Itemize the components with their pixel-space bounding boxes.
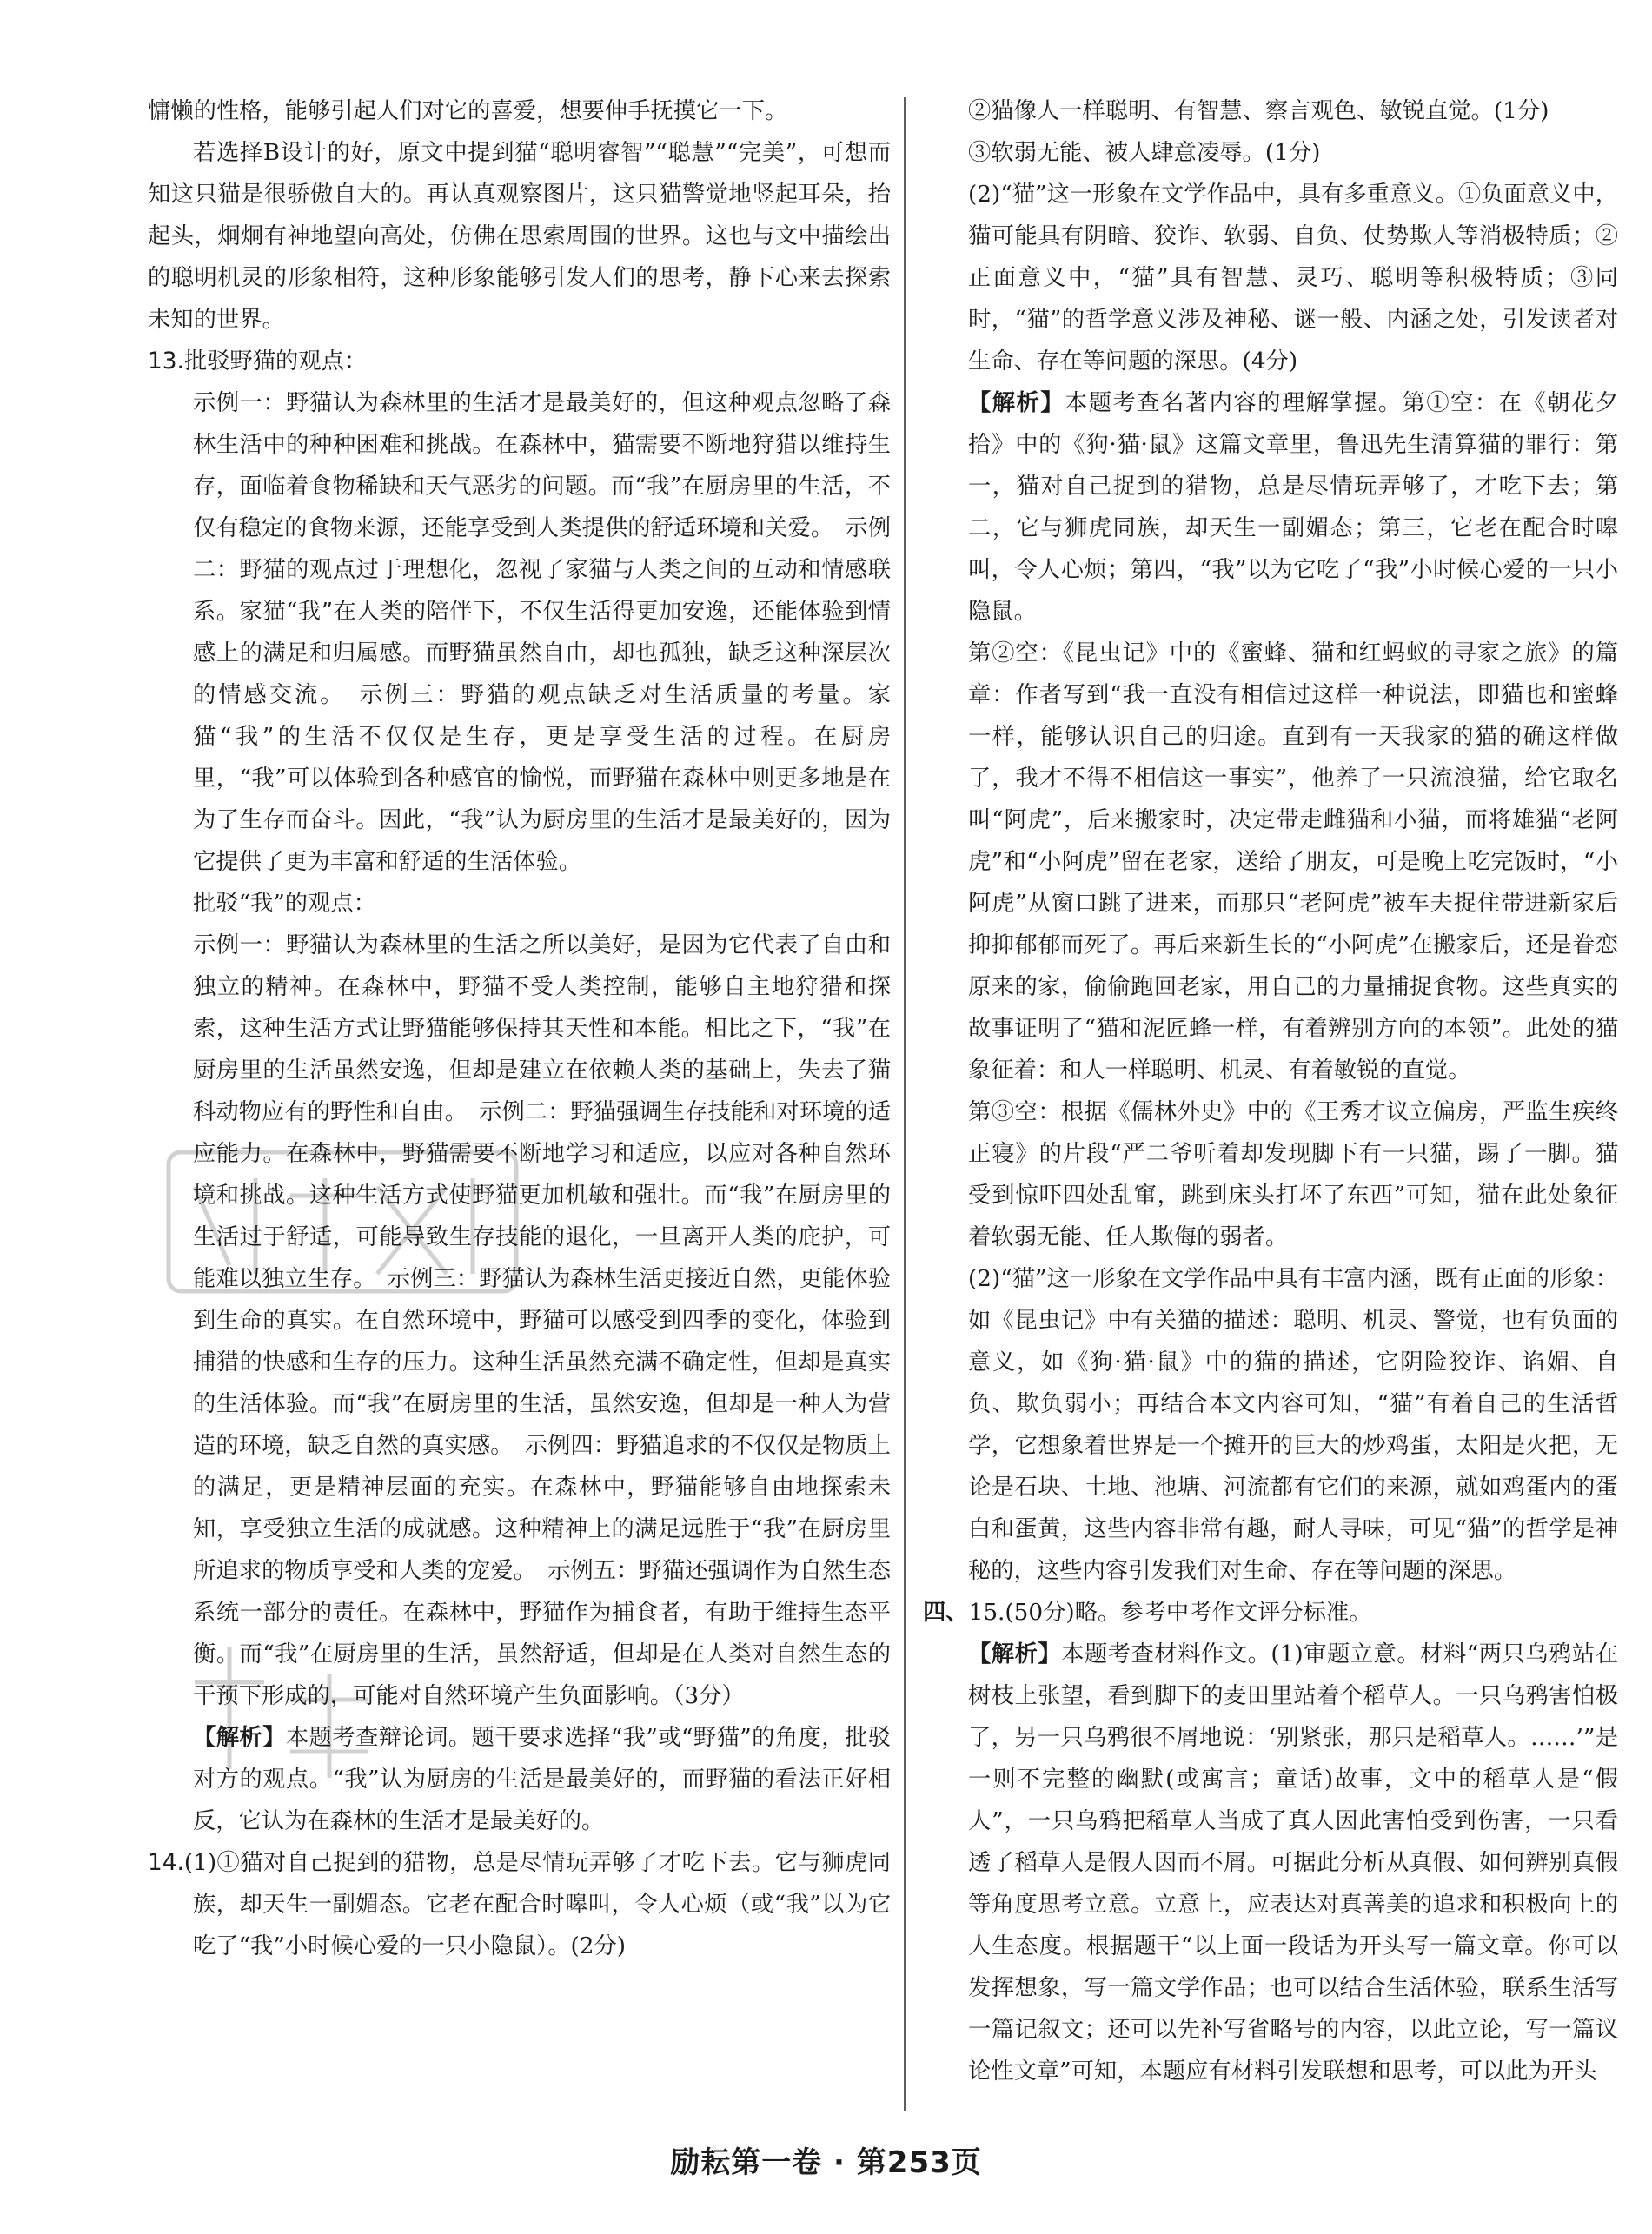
answer-paragraph: ③软弱无能、被人肆意凌辱。(1分)	[968, 140, 1321, 166]
answer-text: (1)①猫对自己捉到的猎物，总是尽情玩弄够了才吃下去。它与狮虎同族，却天生一副媚态。它老在配合时嗥叫，令人心烦（或“我”以为它吃了“我”小时候心爱的一只小隐鼠）。(2分)	[183, 1850, 891, 1959]
question-13-subhead: 批驳野猫的观点：	[183, 348, 368, 375]
analysis-paragraph: (2)“猫”这一形象在文学作品中具有丰富内涵，既有正面的形象：如《昆虫记》中有关猫的描述：聪明、机灵、警觉，也有负面的意义，如《狗·猫·鼠》中的猫的描述，它阴险狡诈、谄媚、自负、欺负弱小；再结合本文内容可知，“猫”有着自己的生活哲学，它想象着世界是一个摊开的巨大的炒鸡蛋，太阳是火把，无论是石块、土地、池塘、河流都有它们的来源，就如鸡蛋内的蛋白和蛋黄，这些内容非常有趣，耐人寻味，可见“猫”的哲学是神秘的，这些内容引发我们对生命、存在等问题的深思。	[968, 1266, 1618, 1584]
question-13-heading	[148, 341, 891, 382]
question-14-part-1	[148, 1842, 891, 1967]
section-label: 四、	[923, 1599, 969, 1626]
question-15-analysis	[923, 1634, 1618, 2092]
question-15-text: 15.(50分)略。参考中考作文评分标准。	[968, 1600, 1372, 1626]
paragraph: 慵懒的性格，能够引起人们对它的喜爱，想要伸手抚摸它一下。	[148, 98, 788, 124]
analysis-paragraph: 第②空：《昆虫记》中的《蜜蜂、猫和红蚂蚁的寻家之旅》的篇章：作者写到“我一直没有相信过这样一种说法，即猫也和蜜蜂一样，能够认识自己的归途。直到有一天我家的猫的确这样做了，我才不得不相信这一事实”，他养了一只流浪猫，给它取名叫“阿虎”，后来搬家时，决定带走雌猫和小猫，而将雄猫“老阿虎”和“小阿虎”留在老家，送给了朋友，可是晚上吃完饭时，“小阿虎”从窗口跳了进来，而那只“老阿虎”被车夫捉住带进新家后抑抑郁郁而死了。再后来新生长的“小阿虎”在搬家后，还是眷恋原来的家，偷偷跑回老家，用自己的力量捕捉食物。这些真实的故事证明了“猫和泥匠蜂一样，有着辨别方向的本领”。此处的猫象征着：和人一样聪明、机灵、有着敏锐的直觉。	[968, 640, 1618, 1084]
paragraph: 若选择B设计的好，原文中提到猫“聪明睿智”“聪慧”“完美”，可想而知这只猫是很骄傲自大的。再认真观察图片，这只猫警觉地竖起耳朵，抬起头，炯炯有神地望向高处，仿佛在思索周围的世界。这也与文中描绘出的聪明机灵的形象相符，这种形象能够引发人们的思考，静下心来去探索未知的世界。	[148, 140, 891, 333]
analysis-text: 本题考查辩论词。题干要求选择“我”或“野猫”的角度，批驳对方的观点。“我”认为厨房的生活是最美好的，而野猫的看法正好相反，它认为在森林的生活才是最美好的。	[193, 1725, 892, 1834]
question-13-subhead-2: 批驳“我”的观点：	[193, 891, 376, 917]
question-13-body-2: 示例一：野猫认为森林里的生活之所以美好，是因为它代表了自由和独立的精神。在森林中，野猫不受人类控制，能够自主地狩猎和探索，这种生活方式让野猫能够保持其天性和本能。相比之下，“我”在厨房里的生活虽然安逸，但却是建立在依赖人类的基础上，失去了猫科动物应有的野性和自由。 示例二：野猫强调生存技能和对环境的适应能力。在森林中，野猫需要不断地学习和适应，以应对各种自然环境和挑战。这种生活方式使野猫更加机敏和强壮。而“我”在厨房里的生活过于舒适，可能导致生存技能的退化，一旦离开人类的庇护，可能难以独立生存。 示例三：野猫认为森林生活更接近自然，更能体验到生命的真实。在自然环境中，野猫可以感受到四季的变化，体验到捕猎的快感和生存的压力。这种生活虽然充满不确定性，但却是真实的生活体验。而“我”在厨房里的生活，虽然安逸，但却是一种人为营造的环境，缺乏自然的真实感。 示例四：野猫追求的不仅仅是物质上的满足，更是精神层面的充实。在森林中，野猫能够自由地探索未知，享受独立生活的成就感。这种精神上的满足远胜于“我”在厨房里所追求的物质享受和人类的宠爱。 示例五：野猫还强调作为自然生态系统一部分的责任。在森林中，野猫作为捕食者，有助于维持生态平衡。而“我”在厨房里的生活，虽然舒适，但却是在人类对自然生态的干预下形成的，可能对自然环境产生负面影响。（3分）	[193, 932, 891, 1709]
analysis-tag: 【解析】	[968, 1641, 1062, 1667]
left-column	[148, 90, 891, 1967]
answer-paragraph: (2)“猫”这一形象在文学作品中，具有多重意义。①负面意义中，猫可能具有阴暗、狡诈、软弱、自负、仗势欺人等消极特质；②正面意义中，“猫”具有智慧、灵巧、聪明等积极特质；③同时，“猫”的哲学意义涉及神秘、谜一般、内涵之处，引发读者对生命、存在等问题的深思。(4分)	[968, 182, 1618, 375]
answer-paragraph: ②猫像人一样聪明、有智慧、察言观色、敏锐直觉。(1分)	[968, 98, 1549, 124]
question-14-analysis	[923, 382, 1618, 633]
question-15-heading	[923, 1592, 1618, 1634]
analysis-text: 本题考查材料作文。(1)审题立意。材料“两只乌鸦站在树枝上张望，看到脚下的麦田里站着个稻草人。一只乌鸦害怕极了，另一只乌鸦很不屑地说：‘别紧张，那只是稻草人。……’”是一则不完整的幽默(或寓言；童话)故事，文中的稻草人是“假人”，一只乌鸦把稻草人当成了真人因此害怕受到伤害，一只看透了稻草人是假人因而不屑。可据此分析从真假、如何辨别真假等角度思考立意。立意上，应表达对真善美的追求和积极向上的人生态度。根据题干“以上面一段话为开头写一篇文章。你可以发挥想象，写一篇文学作品；也可以结合生活体验，联系生活写一篇记叙文；还可以先补写省略号的内容，以此立论，写一篇议论性文章”可知，本题应有材料引发联想和思考，可以此为开头	[968, 1641, 1618, 2085]
question-13-body-1: 示例一：野猫认为森林里的生活才是最美好的，但这种观点忽略了森林生活中的种种困难和挑战。在森林中，猫需要不断地狩猎以维持生存，面临着食物稀缺和天气恶劣的问题。而“我”在厨房里的生活，不仅有稳定的食物来源，还能享受到人类提供的舒适环境和关爱。 示例二：野猫的观点过于理想化，忽视了家猫与人类之间的互动和情感联系。家猫“我”在人类的陪伴下，不仅生活得更加安逸，还能体验到情感上的满足和归属感。而野猫虽然自由，却也孤独，缺乏这种深层次的情感交流。 示例三：野猫的观点缺乏对生活质量的考量。家猫“我”的生活不仅仅是生存，更是享受生活的过程。在厨房里，“我”可以体验到各种感官的愉悦，而野猫在森林中则更多地是在为了生存而奋斗。因此，“我”认为厨房里的生活才是最美好的，因为它提供了更为丰富和舒适的生活体验。	[193, 390, 891, 875]
analysis-tag: 【解析】	[968, 390, 1065, 416]
analysis-paragraph: 第③空：根据《儒林外史》中的《王秀才议立偏房，严监生疾终正寝》的片段“严二爷听着却发现脚下有一只猫，踢了一脚。猫受到惊吓四处乱窜，跳到床头打坏了东西”可知，猫在此处象征着软弱无能、任人欺侮的弱者。	[968, 1099, 1618, 1250]
footer-separator: ·	[833, 2145, 846, 2180]
right-column	[923, 90, 1618, 2092]
column-divider	[904, 97, 906, 2111]
page-number: 第253页	[856, 2145, 982, 2180]
question-number: 14.	[148, 1850, 184, 1876]
analysis-text: 本题考查名著内容的理解掌握。第①空：在《朝花夕拾》中的《狗·猫·鼠》这篇文章里，鲁迅先生清算猫的罪行：第一，猫对自己捉到的猎物，总是尽情玩弄够了，才吃下去；第二，它与狮虎同族，却天生一副媚态；第三，它老在配合时嗥叫，令人心烦；第四，“我”以为它吃了“我”小时候心爱的一只小隐鼠。	[968, 390, 1618, 625]
question-number: 13.	[148, 348, 184, 375]
page-footer	[0, 2138, 1652, 2181]
book-title: 励耘第一卷	[670, 2145, 823, 2180]
question-13-analysis	[148, 1717, 891, 1842]
analysis-tag: 【解析】	[193, 1725, 286, 1751]
